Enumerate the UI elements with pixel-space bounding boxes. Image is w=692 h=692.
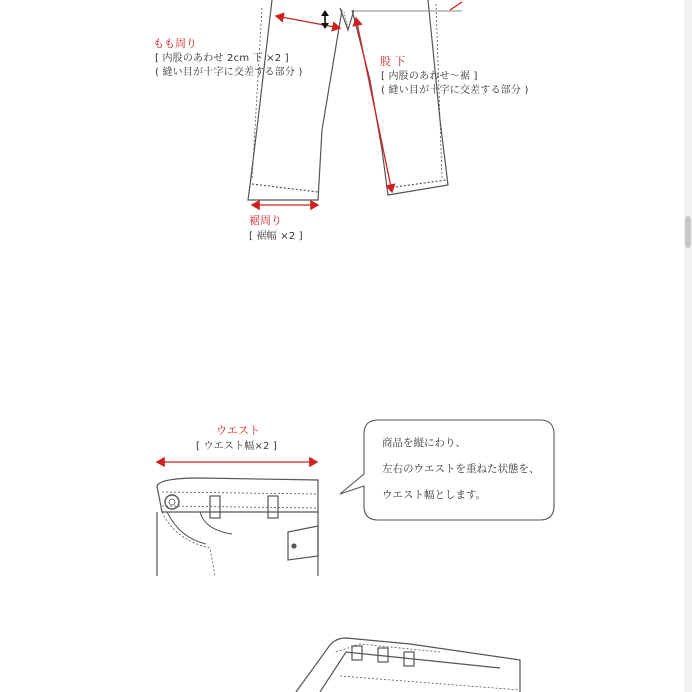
- thigh-title: もも周り: [153, 37, 197, 50]
- top-right-arrow: [450, 2, 462, 10]
- hem-note-line1: [ 裾幅 ×2 ]: [249, 231, 303, 242]
- pants-drawing: [248, 0, 462, 200]
- scrollbar-track[interactable]: [684, 0, 692, 692]
- thigh-note-line2: ( 縫い目が十字に交差する部分 ): [155, 67, 303, 78]
- thigh-note-line1: [ 内股のあわせ 2cm 下 ×2 ]: [155, 53, 289, 64]
- thigh-arrow: [276, 16, 340, 28]
- waist-note-line1: [ ウエスト幅×2 ]: [196, 441, 278, 452]
- inseam-note-line1: [ 内股のあわせ～裾 ]: [381, 71, 478, 82]
- hem-title: 裾周り: [249, 214, 282, 227]
- note-line2: 左右のウエストを重ねた状態を、: [382, 463, 540, 475]
- inseam-note-line2: ( 縫い目が十字に交差する部分 ): [381, 85, 529, 96]
- inseam-arrow: [356, 18, 392, 192]
- note-line3: ウエスト幅とします。: [382, 489, 487, 501]
- note-line1: 商品を縦にわり、: [382, 437, 466, 449]
- scrollbar-thumb[interactable]: [685, 216, 691, 248]
- folded-jeans-drawing: [296, 638, 520, 692]
- waist-title: ウエスト: [216, 424, 260, 437]
- jeans-waist-drawing: [157, 478, 318, 576]
- inseam-title: 股 下: [380, 55, 406, 68]
